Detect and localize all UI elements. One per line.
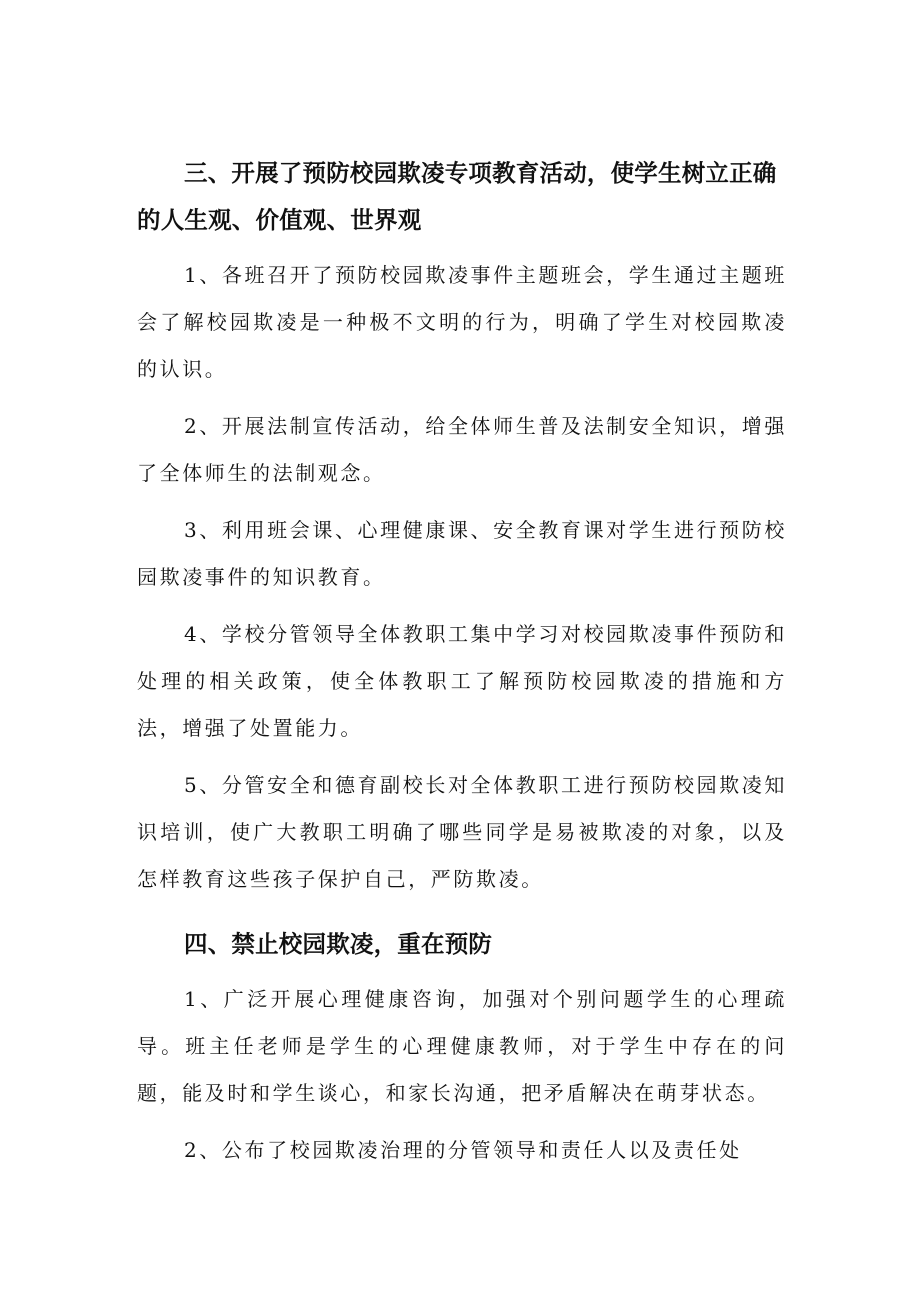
section-3-item-3: 3、利用班会课、心理健康课、安全教育课对学生进行预防校园欺凌事件的知识教育。 — [137, 518, 787, 589]
section-4-item-1: 1、广泛开展心理健康咨询，加强对个别问题学生的心理疏导。班主任老师是学生的心理健康教师，对于学生中存在的问题，能及时和学生谈心，和家长沟通，把矛盾解决在萌芽状态。 — [137, 987, 787, 1105]
section-3-item-1: 1、各班召开了预防校园欺凌事件主题班会，学生通过主题班会了解校园欺凌是一种极不文明的行为，明确了学生对校园欺凌的认识。 — [137, 263, 787, 381]
section-4-heading: 四、禁止校园欺凌，重在预防 — [184, 930, 493, 958]
section-3-item-5: 5、分管安全和德育副校长对全体教职工进行预防校园欺凌知识培训，使广大教职工明确了哪些同学是易被欺凌的对象，以及怎样教育这些孩子保护自己，严防欺凌。 — [137, 773, 787, 891]
section-3-item-2: 2、开展法制宣传活动，给全体师生普及法制安全知识，增强了全体师生的法制观念。 — [137, 414, 787, 485]
section-3-item-4: 4、学校分管领导全体教职工集中学习对校园欺凌事件预防和处理的相关政策，使全体教职工了解预防校园欺凌的措施和方法，增强了处置能力。 — [137, 622, 787, 740]
section-3-heading: 三、开展了预防校园欺凌专项教育活动，使学生树立正确的人生观、价值观、世界观 — [137, 159, 777, 234]
document-body — [137, 150, 787, 1174]
section-4-item-2: 2、公布了校园欺凌治理的分管领导和责任人以及责任处 — [184, 1138, 742, 1162]
